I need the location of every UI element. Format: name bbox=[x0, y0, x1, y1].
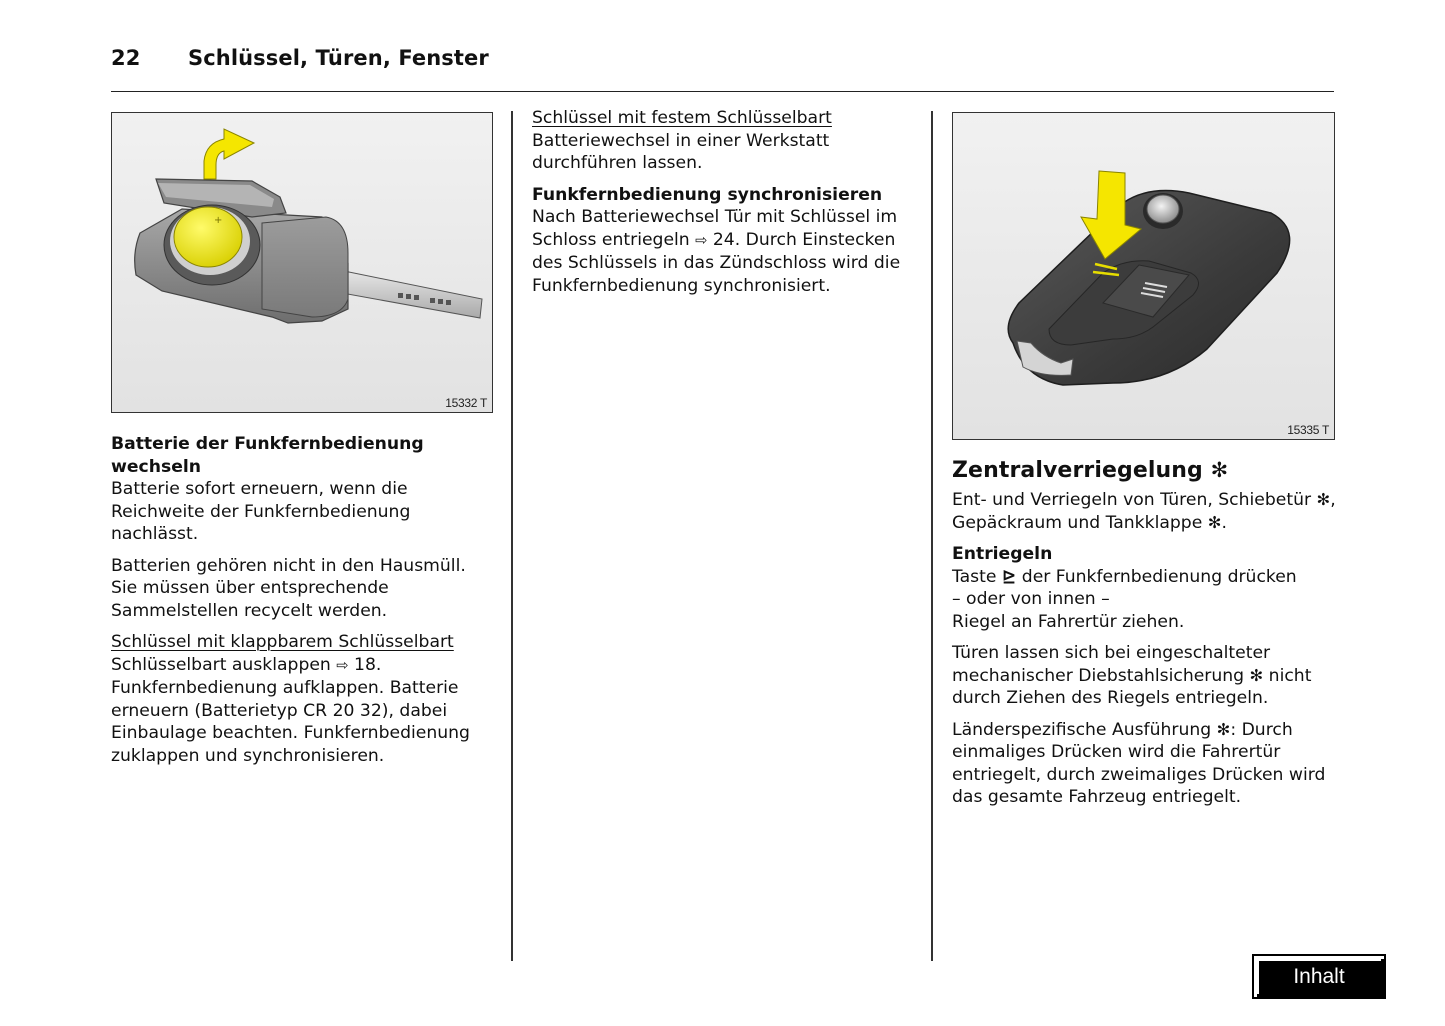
battery-change-section bbox=[111, 433, 496, 776]
figure-battery-replacement bbox=[111, 112, 493, 413]
deadlock-text-end: nicht durch Ziehen des Riegels entriegeln. bbox=[952, 665, 1312, 708]
sync-text-end: . Durch Einstecken des Schlüssels in das Zündschloss wird die Funkfernbedienung synchronisiert. bbox=[532, 229, 901, 296]
remote-key-illustration bbox=[953, 113, 1334, 439]
contents-button-label: Inhalt bbox=[1293, 964, 1345, 988]
central-locking-title-text: Zentralverriegelung bbox=[952, 458, 1203, 483]
battery-change-text: Batterie sofort erneuern, wenn die Reichweite der Funkfernbedienung nachlässt. bbox=[111, 479, 411, 544]
deadlock-text-start: Türen lassen sich bei eingeschalteter mechanischer Diebstahlsicherung bbox=[952, 643, 1271, 686]
unlock-latch-text: Riegel an Fahrertür ziehen. bbox=[952, 611, 1185, 632]
central-locking-intro-end: . bbox=[1221, 512, 1227, 533]
fixed-key-text: Batteriewechsel in einer Werkstatt durchführen lassen. bbox=[532, 130, 830, 173]
figure-remote-unlock bbox=[952, 112, 1335, 440]
key-battery-illustration bbox=[112, 113, 492, 412]
folding-key-subheading: Schlüssel mit klappbarem Schlüsselbart bbox=[111, 632, 454, 652]
page-title: Schlüssel, Türen, Fenster bbox=[188, 46, 489, 70]
unlock-key-icon: ⊵ bbox=[1001, 566, 1017, 587]
page-reference-arrow-icon: ⇨ bbox=[336, 656, 349, 674]
sync-heading: Funkfernbedienung synchronisieren bbox=[532, 184, 883, 205]
optional-equipment-star-icon: ✻ bbox=[1210, 458, 1229, 482]
fixed-key-and-sync-section bbox=[532, 107, 917, 306]
unlock-text-start: Taste bbox=[952, 566, 1002, 587]
optional-equipment-star-icon: ✻ bbox=[1207, 512, 1222, 532]
header-rule bbox=[111, 91, 1334, 92]
column-divider-right bbox=[931, 111, 933, 961]
fixed-key-subheading: Schlüssel mit festem Schlüsselbart bbox=[532, 108, 832, 128]
central-locking-section bbox=[952, 489, 1342, 818]
folding-key-text-start: Schlüsselbart ausklappen bbox=[111, 654, 337, 675]
figure-id-label: 15335 T bbox=[1287, 423, 1329, 437]
central-locking-intro: Ent- und Verriegeln von Türen, Schiebetür bbox=[952, 490, 1317, 510]
battery-disposal-text: Batterien gehören nicht in den Hausmüll. Sie müssen über entsprechende Sammelstellen recycelt werden. bbox=[111, 555, 466, 621]
unlock-alt-text: – oder von innen – bbox=[952, 589, 1110, 609]
country-specific-text-end: : Durch einmaliges Drücken wird die Fahrertür entriegelt, durch zweimaliges Drücken wird das gesamte Fahrzeug entriegelt. bbox=[952, 719, 1326, 807]
page-reference-arrow-icon: ⇨ bbox=[695, 231, 708, 249]
country-specific-text-start: Länderspezifische Ausführung bbox=[952, 719, 1217, 740]
folding-key-text-end: . Funkfernbedienung aufklappen. Batterie erneuern (Batterietyp CR 20 32), dabei Einbaulage beachten. Funkfernbedienung zuklappen und synchronisieren. bbox=[111, 654, 470, 766]
optional-equipment-star-icon: ✻ bbox=[1216, 719, 1231, 739]
unlock-text-end: der Funkfernbedienung drücken bbox=[1016, 566, 1297, 587]
page-number: 22 bbox=[111, 46, 141, 70]
optional-equipment-star-icon: ✻ bbox=[1316, 490, 1331, 509]
figure-id-label: 15332 T bbox=[445, 396, 487, 410]
central-locking-title bbox=[952, 458, 1228, 483]
column-divider-left bbox=[511, 111, 513, 961]
page-reference-link[interactable]: 18 bbox=[354, 654, 376, 675]
svg-text:+: + bbox=[214, 215, 223, 226]
sync-text-start: Nach Batteriewechsel Tür mit Schlüssel im Schloss entriegeln bbox=[532, 207, 898, 250]
unlock-heading: Entriegeln bbox=[952, 544, 1053, 564]
optional-equipment-star-icon: ✻ bbox=[1249, 665, 1264, 685]
central-locking-intro-cont: , Gepäckraum und Tankklappe bbox=[952, 490, 1336, 533]
page-reference-link[interactable]: 24 bbox=[712, 229, 735, 250]
battery-change-heading: Batterie der Funkfernbedienung wechseln bbox=[111, 434, 424, 477]
contents-button[interactable] bbox=[1252, 954, 1386, 999]
